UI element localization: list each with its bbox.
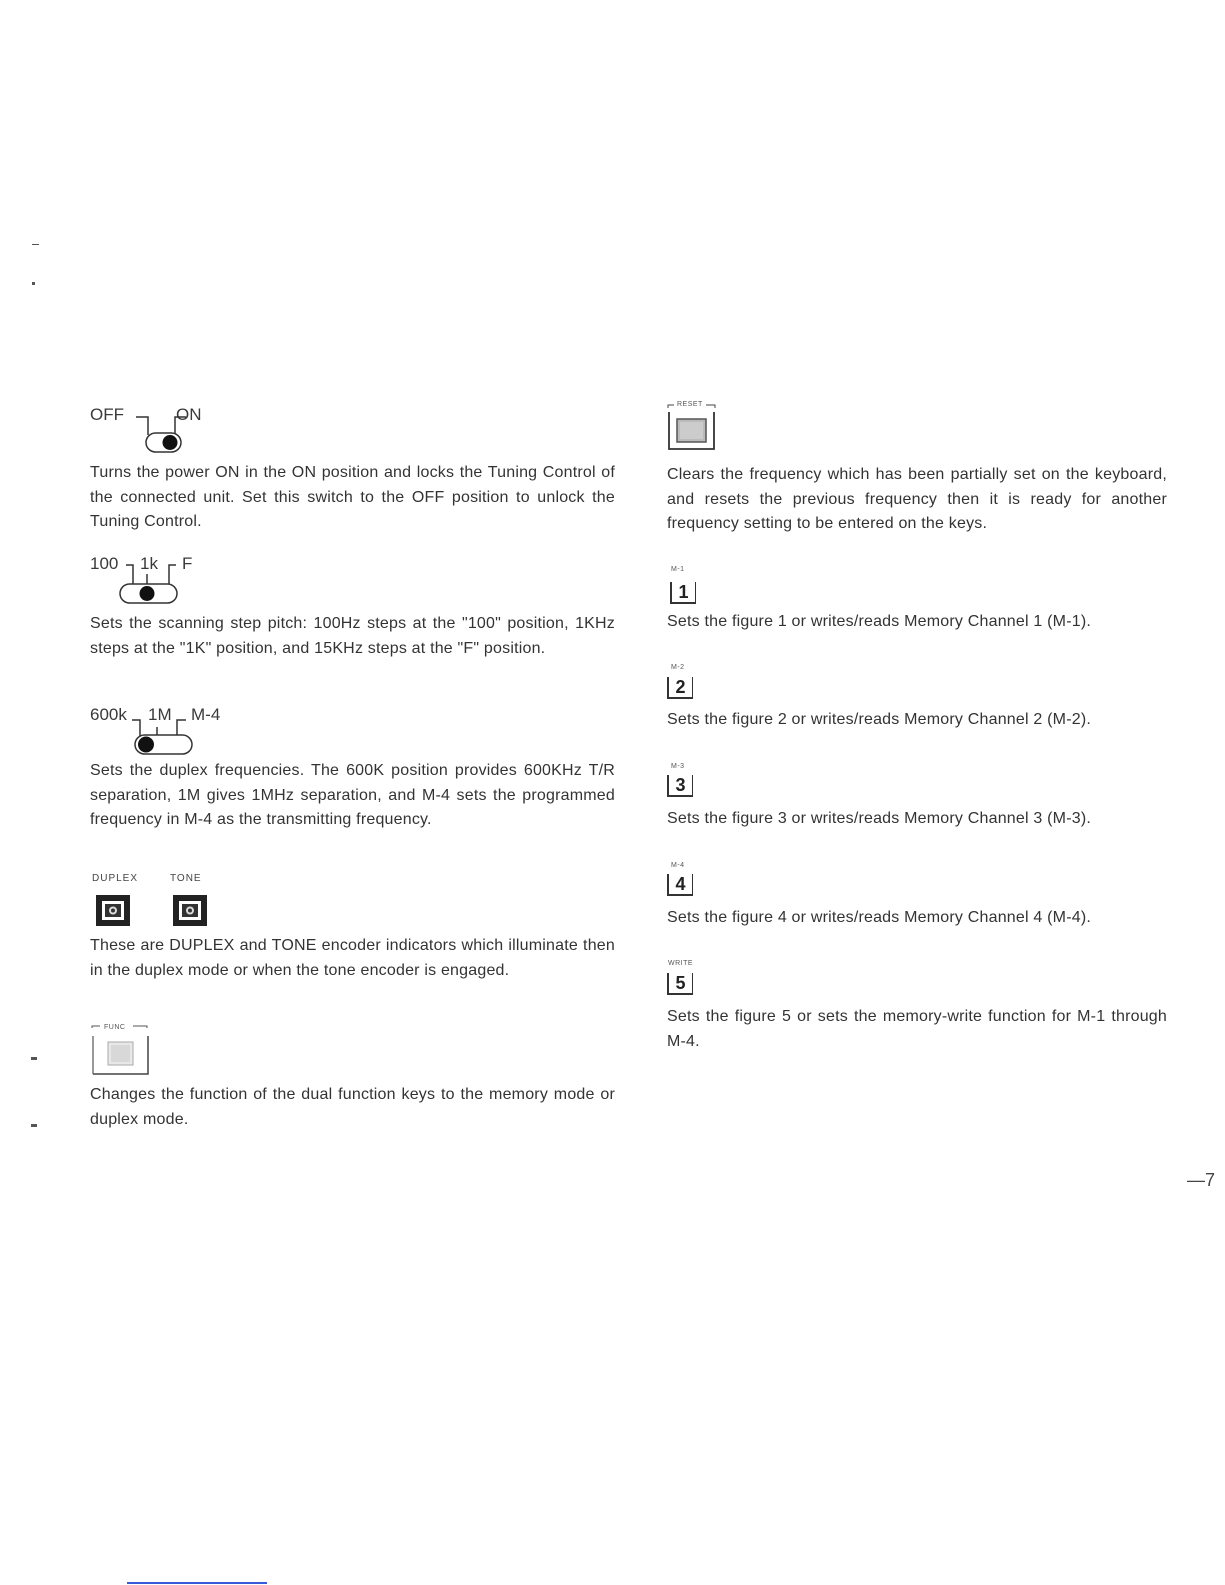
func-description: Changes the function of the dual function keys to the memory mode or duplex mode. <box>90 1086 615 1128</box>
step-1k-label: 1k <box>140 554 158 573</box>
func-key-icon <box>90 1020 160 1080</box>
key-4-tag: M-4 <box>671 862 685 869</box>
indicators-description: These are DUPLEX and TONE encoder indicators which illuminate then in the duplex mode or when the tone encoder is engaged. <box>90 937 615 979</box>
reset-key-label: RESET <box>677 401 703 408</box>
reset-key-icon <box>667 398 727 458</box>
step-description: Sets the scanning step pitch: 100Hz steps at the "100" position, 1KHz steps at the "1K" position, and 15KHz steps at the "F" position. <box>90 615 615 657</box>
edge-mark <box>32 282 35 285</box>
key-5-icon: 5 <box>667 973 693 995</box>
func-key-label: FUNC <box>104 1024 126 1031</box>
power-on-label: ON <box>176 405 202 424</box>
footer-rule <box>127 1582 267 1584</box>
edge-mark <box>31 1124 37 1127</box>
power-description: Turns the power ON in the ON position and locks the Tuning Control of the connected unit. Set this switch to the OFF position to unlock the Tuning Control. <box>90 464 615 530</box>
power-off-label: OFF <box>90 405 124 424</box>
key-5-description: Sets the figure 5 or sets the memory-write function for M-1 through M-4. <box>667 1008 1167 1050</box>
key-3-description: Sets the figure 3 or writes/reads Memory Channel 3 (M-3). <box>667 810 1092 827</box>
reset-description: Clears the frequency which has been partially set on the keyboard, and resets the previous frequency then it is ready for another frequency setting to be entered on the keys. <box>667 466 1167 532</box>
key-2-description: Sets the figure 2 or writes/reads Memory Channel 2 (M-2). <box>667 711 1092 728</box>
key-3-tag: M-3 <box>671 763 685 770</box>
key-4-description: Sets the figure 4 or writes/reads Memory Channel 4 (M-4). <box>667 909 1092 926</box>
duplex-indicator-label: DUPLEX <box>92 873 139 884</box>
page-number: —7 <box>1186 1170 1215 1190</box>
duplex-600k-label: 600k <box>90 705 127 724</box>
tone-indicator-label: TONE <box>170 873 202 884</box>
key-1-icon: 1 <box>670 582 696 604</box>
key-1-tag: M-1 <box>671 566 685 573</box>
key-2-icon: 2 <box>667 677 693 699</box>
duplex-indicator-lamp-icon <box>96 895 132 927</box>
duplex-m4-label: M-4 <box>191 705 221 724</box>
edge-mark <box>32 244 39 245</box>
key-5-tag: WRITE <box>668 960 694 967</box>
step-f-label: F <box>182 554 193 573</box>
tone-indicator-lamp-icon <box>173 895 209 927</box>
edge-mark <box>31 1057 37 1060</box>
duplex-description: Sets the duplex frequencies. The 600K position provides 600KHz T/R separation, 1M gives 1MHz separation, and M-4 sets the programmed frequency in M-4 as the transmitting frequency. <box>90 762 615 828</box>
step-100-label: 100 <box>90 554 119 573</box>
key-2-tag: M-2 <box>671 664 685 671</box>
key-1-description: Sets the figure 1 or writes/reads Memory Channel 1 (M-1). <box>667 613 1092 630</box>
key-4-icon: 4 <box>667 874 693 896</box>
duplex-1m-label: 1M <box>148 705 172 724</box>
key-3-icon: 3 <box>667 775 693 797</box>
